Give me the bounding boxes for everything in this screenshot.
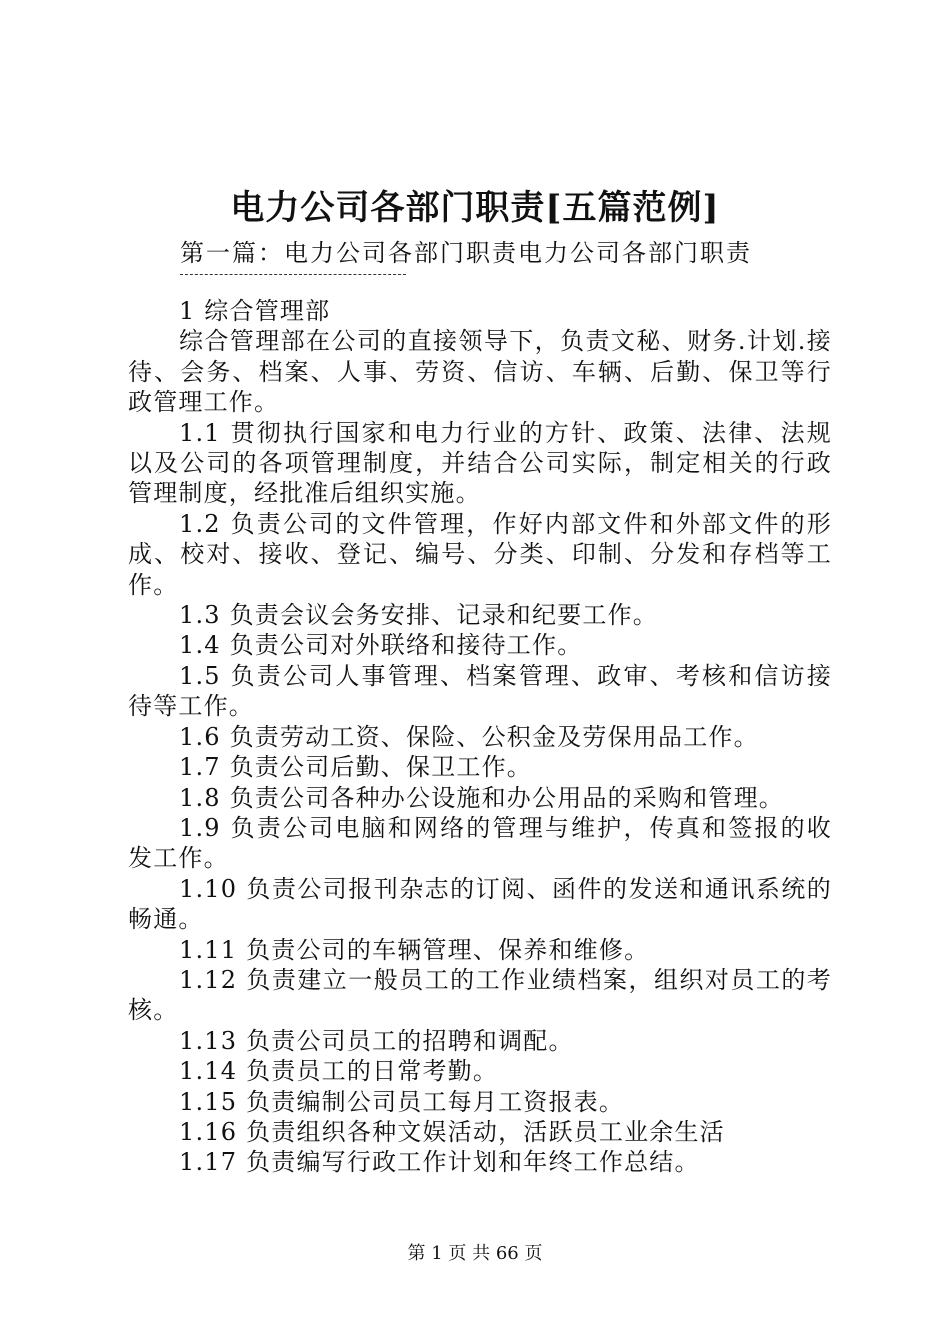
- page-number-footer: 第 1 页 共 66 页: [407, 1243, 543, 1264]
- list-item: 1.3 负责会议会务安排、记录和纪要工作。: [179, 601, 658, 630]
- list-item: 1.2 负责公司的文件管理，作好内部文件和外部文件的形成、校对、接收、登记、编号、分类、印制、分发和存档等工作。: [128, 509, 832, 599]
- list-item: 1.14 负责员工的日常考勤。: [179, 1057, 499, 1086]
- list-item: 1.7 负责公司后勤、保卫工作。: [179, 753, 532, 782]
- list-item: 1.1 贯彻执行国家和电力行业的方针、政策、法律、法规以及公司的各项管理制度，并结合公司实际，制定相关的行政管理制度，经批准后组织实施。: [128, 418, 832, 508]
- list-item: 1.5 负责公司人事管理、档案管理、政审、考核和信访接待等工作。: [128, 661, 832, 721]
- list-item: 1.11 负责公司的车辆管理、保养和维修。: [179, 935, 650, 964]
- list-item: 1.15 负责编制公司员工每月工资报表。: [179, 1087, 625, 1116]
- section-heading: 1 综合管理部: [179, 297, 331, 325]
- document-body: [128, 296, 832, 1178]
- divider-rule: [180, 274, 406, 276]
- list-item: 1.10 负责公司报刊杂志的订阅、函件的发送和通讯系统的畅通。: [128, 874, 832, 934]
- list-item: 1.8 负责公司各种办公设施和办公用品的采购和管理。: [179, 783, 784, 812]
- list-item: 1.13 负责公司员工的招聘和调配。: [179, 1026, 574, 1055]
- list-item: 1.12 负责建立一般员工的工作业绩档案，组织对员工的考核。: [128, 965, 832, 1025]
- list-item: 1.6 负责劳动工资、保险、公积金及劳保用品工作。: [179, 722, 759, 751]
- document-title: 电力公司各部门职责[五篇范例]: [230, 188, 720, 228]
- document-subtitle: 第一篇：电力公司各部门职责电力公司各部门职责: [180, 239, 752, 267]
- list-item: 1.16 负责组织各种文娱活动，活跃员工业余生活: [179, 1117, 725, 1146]
- list-item: 1.4 负责公司对外联络和接待工作。: [179, 631, 583, 660]
- list-item: 1.9 负责公司电脑和网络的管理与维护，传真和签报的收发工作。: [128, 813, 832, 873]
- list-item: 1.17 负责编写行政工作计划和年终工作总结。: [179, 1148, 700, 1177]
- intro-paragraph: 综合管理部在公司的直接领导下，负责文秘、财务.计划.接待、会务、档案、人事、劳资、信访、车辆、后勤、保卫等行政管理工作。: [128, 327, 832, 417]
